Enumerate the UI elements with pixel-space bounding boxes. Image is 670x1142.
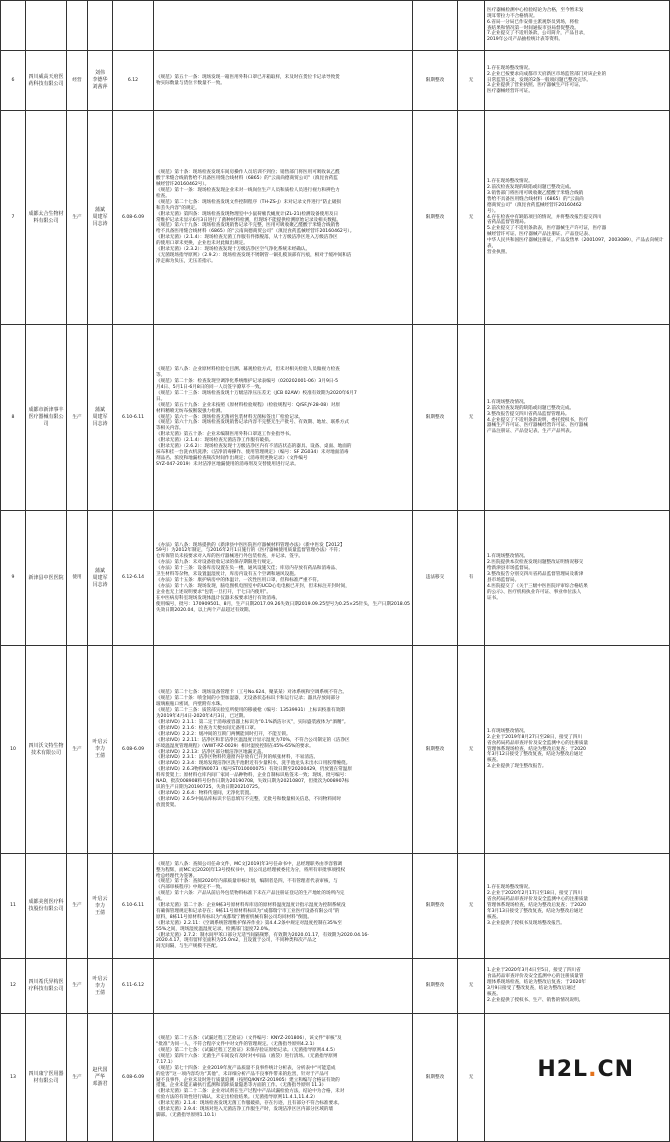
- result-notes-cell-line: 医疗器械检测中心检验结论为合格，至今暂未发: [487, 7, 584, 13]
- result-notes-cell-line: 售给不具备医用缝合线材料（6865）的“云南尚: [487, 196, 584, 202]
- result-notes-cell-line: 日常监管记录，发现的2条一般项问题已整改完毕。: [487, 77, 591, 83]
- result-notes-cell-line: 2.前次检查发现的缺陷或问题已整改完成。: [487, 185, 575, 191]
- company-name-cell: 四川沃文特生物技术有限公司: [26, 646, 67, 854]
- inspectors-cell: [88, 646, 113, 854]
- issues-found-cell-line: 识的生产日期为20190725，失效日期20210725。: [156, 784, 263, 790]
- issues-found-cell-line: 《规范》第二十三条：质管部实验室所使用的移液枪（编号：13539931）上标识校准有效期: [156, 708, 345, 714]
- inspection-date-cell: 6.08-6.09: [113, 111, 154, 325]
- issues-found-cell-line: 《规范》第八条：企业原材料检验仓目测、幕观检验方式，但未对相关检验人员做视力检查: [156, 367, 340, 373]
- inspectors-cell-line: 李力: [94, 902, 105, 909]
- result-notes-cell-line: 1.有现场整改情况。: [487, 728, 529, 734]
- row-number-cell: 11: [1, 854, 26, 959]
- enterprise-type-cell: 生产: [67, 646, 88, 854]
- table-row: [1, 646, 670, 854]
- result-notes-cell-line: 1.有现场整改情况。: [487, 399, 529, 405]
- inspectors-cell-line: 邓游君: [92, 1081, 108, 1087]
- issues-found-cell-line: 《办法》第九条：未对设备验收记录的保存期限进行规定。: [156, 560, 276, 566]
- company-name-cell: 四川康宁医用器材有限公司: [26, 1014, 67, 1142]
- issues-found-cell-line: 《规范》第五十九条：企业未按照《原材料检验规程》（检验规程号：Q/SF.JY-28-08）对原: [156, 402, 340, 408]
- inspectors-cell-line: 蒲斌: [94, 407, 105, 413]
- result-notes-cell-line: 4.医院提交了《关于三级中医医院评审综合格结果: [487, 583, 588, 589]
- issues-found-cell-line: 《附录无菌》2.1.4：现场检查发现无菌工作服破损，存在污迹，且有部分不符合标准要求。: [156, 1101, 343, 1107]
- issues-found-cell-line: 抹布和挂一台洗衣机洗涤；《洁净消毒操作、使用管理规定》（编号：SF ZG034）未对地面消毒: [156, 449, 349, 455]
- issues-found-cell-line: 在中医病房科室现场发现体温计仪器未按要求进行有效消毒。: [156, 595, 281, 601]
- handling-measure-cell: 限期整改: [413, 959, 458, 1014]
- inspection-date-cell: 6.11-6.12: [113, 959, 154, 1014]
- flag-cell: 无: [458, 111, 485, 325]
- table-row: [1, 1, 670, 51]
- inspection-date-cell: 6.08-6.09: [113, 646, 154, 854]
- issues-found-cell-line: 脚部。（无菌指导原则1.10.1）: [156, 1112, 219, 1118]
- flag-cell: 有: [458, 511, 485, 646]
- issues-found-cell-line: 《规范》第四十六条：无菌生产车间没有及时对中间品（液袋）进行清场。（无菌指导原则: [156, 1053, 338, 1059]
- table-row: [1, 111, 670, 325]
- result-notes-cell-line: 3.企业提供了营业执照、医疗器械生产许可证、: [487, 83, 584, 89]
- company-name-cell: 新津县中医医院: [26, 511, 67, 646]
- result-notes-cell-line: 2.企业已按要求向成都市天府新区市场监管部门对该企业的: [487, 71, 607, 77]
- issues-found-cell-line: 给总经理代为签署。: [156, 873, 198, 879]
- result-notes-cell-line: 管理体系现场检查，结论为整改后复查；于2020: [487, 903, 586, 909]
- issues-found-cell-line: 《附录无菌》2.2.11：《空调系统管理维护保养作业》第4.4.2条中规定对湿度控制在35%至: [156, 920, 342, 926]
- issues-found-cell-line: 使用编号，批号：170909501、8月，生产日期2017.09.26失效日期2019.09.25型号为0.25×25针头，生产日期2018.05: [156, 601, 410, 607]
- issues-found-cell-line: 《规范》第八条：查阅公司任命文件，MC文[2019]年3号任命书中，总经理职务由李容蓉调: [156, 861, 343, 867]
- result-notes-cell-line: 号）。: [487, 208, 499, 214]
- result-notes-cell-line: 管理体系现场检查，结论为整改后复查；于2020: [487, 746, 586, 752]
- issues-found-cell-line: 企业也无上述说明要求“包装一旦打开，于七日内使用”。: [156, 589, 272, 595]
- issues-found-cell-line: 成。: [156, 897, 166, 903]
- result-notes-cell: [485, 111, 670, 325]
- row-number-cell: 6: [1, 51, 26, 111]
- flag-cell: [458, 1, 485, 51]
- issues-found-cell-line: 《规范》第十六条：产品从前后外包装物料标准下未在产品注册证登记的生产地址的场所内完: [156, 891, 345, 897]
- inspectors-cell: [88, 959, 113, 1014]
- inspectors-cell-line: 李力: [94, 746, 105, 752]
- issues-found-cell-line: 械经营许20160462号）。: [156, 182, 210, 188]
- company-name-cell: 成都市新津事丰医疗器械有限公司: [26, 325, 67, 511]
- issues-found-cell-line: 《附录无菌》第二十条：企业9栋3号原材料库库房的原材料温度湿度计指示湿度为控制系统没: [156, 903, 346, 909]
- inspectors-cell: [88, 854, 113, 959]
- inspectors-cell-line: 王倩: [94, 753, 105, 759]
- issues-found-cell-line: 等。: [156, 373, 166, 379]
- row-number-cell: 13: [1, 1014, 26, 1142]
- result-notes-cell-line: 3.企业提供了授权书及现场整改报告。: [487, 920, 565, 926]
- inspection-table-body: [1, 1, 670, 1142]
- issues-found-cell-line: 《附录无菌》第二十二条：企业对试剂在生产过程中产品试漏检验方法，结论中为合格，未对: [156, 1089, 345, 1095]
- result-notes-cell-line: 5.企业提交了不适用条款表，医疗器械生产许可证，医疗器: [487, 226, 607, 232]
- flag-cell: 无: [458, 51, 485, 111]
- result-notes-cell-line: 3.企业提供了现生整改报告。: [487, 764, 547, 770]
- issues-found-cell-line: 卫生材料等杂物，未设置温湿度计，库房内设有五个空调和通风设施。: [156, 572, 299, 578]
- result-notes-cell: [485, 511, 670, 646]
- issues-found-cell-line: 《附录IVD》2.6.3物料N0073（编号ST010000075）有效日期至20200429，仍放置在常温原: [156, 767, 352, 773]
- enterprise-type-cell: 使用: [67, 511, 88, 646]
- result-notes-cell-line: 1.存在现场整改情况。: [487, 65, 533, 71]
- company-name-cell: 四川希氏异构医疗科技有限公司: [26, 959, 67, 1014]
- issues-found-cell-line: 《附录无菌》2.9.4：现场对进入无菌洁净工作服生产时，发现洁净区区内部分区域的墙: [156, 1107, 334, 1113]
- row-number-cell: 12: [1, 959, 26, 1014]
- handling-measure-cell: [413, 1, 458, 51]
- issues-found-cell-line: 《规范》第二十七条：现场检查发现文件控制程序（TH-ZS-J）未对记录文件进行“防止破损: [156, 199, 342, 205]
- issues-found-cell-line: 2020.4.17，现有留样室面积为25.0m2，且设置于公司，不同种类和次产品之: [156, 938, 317, 944]
- inspectors-cell-line: 李德华: [92, 77, 108, 83]
- issues-found-cell-line: 《附录无菌》第四条：现场检查发现物理室中小鼠荷瘤氏蝇度计(ZL-21)检测设备使用及日: [156, 211, 339, 217]
- company-name-cell: [26, 1, 67, 51]
- issues-found-cell-line: 整为程辉，而MC文[2020]年13号授权书中，因公司总经理被委托为分，将所有审批事项授权: [156, 867, 346, 873]
- issues-found-cell-line: 《内部审核程序》中规定不一致。: [156, 885, 225, 891]
- handling-measure-cell: 违法移交: [413, 511, 458, 646]
- table-row: [1, 959, 670, 1014]
- result-notes-cell-line: 3月9日接受了整改复查，结论为整改后通过: [487, 986, 576, 991]
- issues-found-cell: [154, 854, 413, 959]
- issues-found-cell-line: 《规范》第二十条：喷金间的小型加湿器，无设备状态标识卡和运行记录；器具存放间部分: [156, 696, 340, 702]
- issues-found-cell-line: 《附录IVD》2.1.6：检查为天便衣间无备用口罩。: [156, 725, 259, 731]
- issues-found-cell-line: 剂品名、浓度和地漏检查频次时间作出规定；《消毒剂更换记录》（文件编号: [156, 455, 308, 461]
- result-notes-cell-line: 1.企业于2020年3月4日至5日，接受了四川省: [487, 968, 581, 974]
- inspectors-cell-line: 王倩: [94, 989, 105, 996]
- issues-found-cell-line: 疑不良事件，企业未及时进行质量追溯（按照Q/KNYZ-201905）建立和编写合格证有效的: [156, 1077, 340, 1083]
- inspectors-cell: [88, 111, 113, 325]
- issues-found-cell-line: 《规范》第十条：现场检查发现车间房操作人员培训不到位；销售部门将医用可吸收氧乙醛: [156, 170, 340, 176]
- issues-found-cell-line: 55%之间，现场湿度温湿度记录，检测部门湿度72.0%。: [156, 926, 273, 932]
- result-notes-cell-line: 县市场监督局。: [487, 578, 520, 583]
- inspectors-cell-line: 周建军: [92, 414, 108, 420]
- issues-found-cell-line: 检查。: [156, 193, 170, 199]
- issues-found-cell-line: 日。: [156, 396, 166, 402]
- issues-found-cell-line: 放置货架。: [156, 802, 179, 808]
- handling-measure-cell: 限期整改: [413, 51, 458, 111]
- result-notes-cell-line: 3.整改报告分别交四川省药品监督管理局及新津: [487, 572, 584, 578]
- enterprise-type-cell: 生产: [67, 1014, 88, 1142]
- issues-found-cell: [154, 111, 413, 325]
- issues-found-cell-line: 常维护记录未显示6月3日进行了菌种材料检测，但现场不能提供检测原始记录及相关数据。: [156, 217, 342, 223]
- result-notes-cell-line: 核查。: [487, 991, 501, 997]
- enterprise-type-cell: 经营: [67, 51, 88, 111]
- issues-found-cell-line: 失效日期2020.04，以上两个产品超过有效期。: [156, 607, 254, 613]
- result-notes-cell-line: 7.企业提交了不适用条款，公司简介，产品目录，: [487, 31, 588, 37]
- table-row: [1, 325, 670, 511]
- row-number-cell: [1, 1, 26, 51]
- issues-found-cell-line: 《规范》第五十一条：现场发现一箱医用外科口罩已开箱取样，未及时在货位卡记录导致货: [156, 74, 340, 80]
- issues-found-cell-line: 检验方法的有效性进行确认，未定出检验结果。（无菌指导原则11.4.1,11.4.2）: [156, 1095, 318, 1101]
- issues-found-cell-line: 材料精喷无纺布按断裂强力检测。: [156, 408, 225, 414]
- row-number-cell: 7: [1, 111, 26, 325]
- issues-found-cell-line: 《附录IVD》2.2.13：洁净区部分级洁净区地漏无盖。: [156, 749, 266, 755]
- flag-cell: 无: [458, 1014, 485, 1142]
- issues-found-cell-line: 物实际数量与货位卡数量不一致。: [156, 80, 225, 86]
- flag-cell: 无: [458, 959, 485, 1014]
- company-name-cell: 成都太合生物材料有限公司: [26, 111, 67, 325]
- issues-found-cell-line: 《附录IVD》2.1.1：第二定于消毒液容器上标识为“0.1%新洁尔灭”，实际盛装液体为“酒精”。: [156, 719, 349, 725]
- result-notes-cell-line: 查结果和情况第一时间通报市县局督促整改。: [487, 25, 579, 31]
- result-notes-cell-line: 3.整改报告提交四川省药品监督管理局。: [487, 411, 570, 417]
- result-notes-cell-line: 械经营许可证、医疗器械产品注册证、产品登记表、: [487, 232, 593, 238]
- issues-found-cell-line: 《规范》第二十七条：现场设备管理卡（工号No.624、聚某某）对冰系统和空调系统不符合。: [156, 690, 347, 696]
- issues-found-cell-line: 《规范》第六十九条：现场检查发现销售记录不完整，医用可吸收聚乙醛酸于米缝合线销售: [156, 223, 340, 229]
- issues-found-cell-line: 《办法》第十五条：康护病房中的体温计、一次性医用口罩，但和标准严重不符。: [156, 578, 322, 583]
- inspection-date-cell: [113, 1, 154, 51]
- company-name-cell: 四川威高天府医药科技有限公司: [26, 51, 67, 111]
- enterprise-type-cell: 生产: [67, 111, 88, 325]
- result-notes-cell-line: 3.销售部门将医用可吸收聚乙醛酸于米缝合线销: [487, 190, 584, 196]
- table-row: [1, 511, 670, 646]
- inspectors-cell-line: 李力: [94, 982, 105, 989]
- result-notes-cell-line: 食品药品审查评价及安全监测中心的注册质量管: [487, 974, 584, 980]
- issues-found-cell: [154, 511, 413, 646]
- enterprise-type-cell: 生产: [67, 325, 88, 511]
- result-notes-cell-line: 年3月12日接受了整改复查，结论为整改后通过: [487, 752, 584, 758]
- issues-found-cell-line: 《附录IVD》2.2.11：洁净区和非洁净区温湿度计显示湿度为70%，不符合公司制定的《洁净区: [156, 737, 350, 743]
- handling-measure-cell: 限期整改: [413, 854, 458, 959]
- inspectors-cell-line: 闫志涛: [92, 421, 108, 427]
- issues-found-cell-line: 《办法》第十三条：设备库房设置在负一楼，通风设施欠佳；库房内存放有药品和消毒品、: [156, 566, 340, 572]
- row-number-cell: 9: [1, 511, 26, 646]
- inspectors-cell: [88, 1014, 113, 1142]
- issues-found-cell-line: 《附录无菌》（2.1.4）：现场检查无菌洁净工作服有破损。: [156, 438, 274, 444]
- result-notes-cell-line: 给新津县市场监督局。: [487, 566, 533, 572]
- handling-measure-cell: 限期整改: [413, 1014, 458, 1142]
- inspectors-cell-line: 严华: [94, 1074, 105, 1080]
- handling-measure-cell: 限期整改: [413, 646, 458, 854]
- enterprise-type-cell: 生产: [67, 854, 88, 959]
- result-notes-cell-line: 2.前次检查发现的缺陷或问题已整改完成。: [487, 405, 575, 411]
- inspectors-cell-line: 赵代国: [92, 1067, 108, 1073]
- result-notes-cell-line: 医疗器械经营许可证。: [487, 89, 533, 95]
- result-notes-cell-line: 省食药局药品审查评价及安全监测中心的注册质量: [487, 740, 589, 746]
- result-notes-cell-line: 省食药局药品审查评价及安全监测中心的注册质量: [487, 897, 589, 903]
- inspectors-cell-line: 刘茜萍: [92, 84, 108, 90]
- issues-found-cell-line: 的危害”这一项内容均为“其他”，未详细分析产品不良事件带来的危害，针对于产品可: [156, 1071, 329, 1077]
- result-notes-cell-line: 中华人民共和国医疗器械注册证，产品发售单（2001097，2003089），产品去向统计表，: [487, 238, 664, 250]
- inspectors-cell-line: 闫志涛: [92, 221, 108, 227]
- inspectors-cell-line: 蒲斌: [94, 207, 105, 213]
- inspectors-cell: [88, 51, 113, 111]
- issues-found-cell: [154, 646, 413, 854]
- issues-found-cell-line: 《办法》第十八条：现场发现，脑电图机电图室中的UCD心电电极已开封，但未标注开封时间，: [156, 583, 350, 589]
- result-notes-cell-line: 1.有现场整改情况。: [487, 554, 529, 560]
- issues-found-cell-line: 料库货架上；原材料仓库内间厂家同一品种物料，企业自制标识贴签未一致；现场，批号编号：: [156, 773, 349, 779]
- flag-cell: 无: [458, 854, 485, 959]
- result-notes-cell-line: 德商贸公司”（滇昆食药监械经营许20160462: [487, 202, 582, 208]
- issues-found-cell-line: 《附录无菌》（2.1.4）：现场检查无菌工作服有件擦脱落，从十万级洁净区进入万级洁净区: [156, 235, 338, 241]
- inspectors-cell: [88, 511, 113, 646]
- issues-found-cell-line: 《规范》第二十三条：现场检查发现十万级洁净压压差无（JCB 02AW）校准有效期为2020年6月7: [156, 390, 357, 396]
- site-watermark-logo: [537, 1057, 634, 1082]
- result-notes-cell-line: 2019年公司产品抽检统计表等资料。: [487, 37, 564, 43]
- issues-found-cell-line: 59号）为2012年制定，与2016年2月1日施行的《医疗器械使用质量监督管理办法》不符；: [156, 548, 343, 554]
- issues-found-cell-line: 《规范》第二十五条：《试漏过程工艺验证》（文件编号：KNYZ-201806），该文件“审核”及: [156, 1036, 342, 1042]
- result-notes-cell-line: 1.存在现场整改情况。: [487, 179, 533, 185]
- result-notes-cell-line: 2.企业提供了授权书、生产、销售的情况说明。: [487, 997, 584, 1003]
- result-notes-cell: [485, 51, 670, 111]
- result-notes-cell-line: 产品注册证、产品登记表、生产产品列表。: [487, 429, 575, 435]
- inspection-date-cell: 6.08-6.09: [113, 1014, 154, 1142]
- issues-found-cell-line: 《附录无菌》（2.6.2）：现场检查发现十万级洁净区内有不清洁状态的器具、设备、桌面、地面的: [156, 444, 352, 450]
- result-notes-cell-line: 营业执照。: [487, 249, 510, 255]
- inspectors-cell-line: 刘伟: [94, 70, 105, 76]
- issues-found-cell: [154, 325, 413, 511]
- inspectors-cell-line: 叶启云: [92, 975, 108, 982]
- issues-found-cell-line: 《规范》第六十九条：现场检查发现销售记录内容不完整无生产批号、有效期、地址、联系方式: [156, 420, 349, 426]
- enterprise-type-cell: [67, 1, 88, 51]
- issues-found-cell-line: 7.17.1）: [156, 1059, 176, 1065]
- issues-found-cell-line: 间无间隔，与生产规模不匹配。: [156, 944, 221, 950]
- issues-found-cell-line: 《附录IVD》2.3.4：现场发现洁净区洗手池附近有少量积水，洗手池龙头未出水口用胶带缠绕。: [156, 761, 351, 767]
- issues-found-cell-line: 《办法》第八条：现场提供的《新津县中医医院医疗器械材料管理办法》（新中医发【2012】: [156, 542, 345, 548]
- flag-cell: 无: [458, 325, 485, 511]
- result-notes-cell: [485, 325, 670, 511]
- issues-found-cell-line: 有确保管理规定和记录存在；9栋11号原材料标识为“成都瑞宁市工业医疗设备有限公司”的: [156, 908, 340, 914]
- handling-measure-cell: 限期整改: [413, 111, 458, 325]
- issues-found-cell-line: 等相关内容。: [156, 426, 184, 432]
- handling-measure-cell: 限期整改: [413, 325, 458, 511]
- result-notes-cell: [485, 646, 670, 854]
- issues-found-cell: [154, 1014, 413, 1142]
- result-notes-cell-line: 年3月13日接受了整改复查，结论为整改后通过: [487, 908, 584, 914]
- issues-found-cell-line: 的使用口罩未更换，企业也未对此做出规定。: [156, 241, 248, 247]
- issues-found-cell-line: 措施，企业未能正确执行监测和消除质量隐患等方面的工作。（无菌指导原则 11.3）: [156, 1083, 327, 1089]
- watermark-part-c: CN: [597, 1057, 634, 1082]
- flag-cell: 无: [458, 646, 485, 854]
- result-notes-cell-line: 4.存在检查中有缺陷项目的情况，并将整改报告提交四川: [487, 214, 602, 220]
- inspectors-cell-line: 周建军: [92, 214, 108, 220]
- result-notes-cell-line: 2.医院提供本次检查发现问题整改证明情况移交: [487, 560, 584, 566]
- result-notes-cell-line: 现耳带拉力不合格情况。: [487, 13, 538, 19]
- inspectors-cell-line: 叶启云: [92, 895, 108, 902]
- issues-found-cell-line: 净走廊为负压，无压差指示。: [156, 258, 216, 264]
- issues-found-cell-line: 仓库保管员未按要求对入库的医疗器械进行外包装检查，并记录、签字。: [156, 554, 304, 560]
- issues-found-cell-line: 为2019年4月4日-2020年4月3日，已过期。: [156, 714, 248, 720]
- result-notes-cell-line: 核查。: [487, 914, 501, 920]
- result-notes-cell-line: 1.存在现场整改情况。: [487, 885, 533, 891]
- row-number-cell: 8: [1, 325, 26, 511]
- issues-found-cell-line: 月4日、5月1日-6月8日的同一人员签字潦草不一致。: [156, 385, 265, 391]
- issues-found-cell-line: 《附录IVD》2.6.4：物料传递间，无净化装置。: [156, 790, 254, 796]
- inspectors-cell-line: 闫志涛: [92, 581, 108, 588]
- issues-found-cell-line: 《附录无菌》第五十条：企业未编制医用外科口罩返工作业指导书。: [156, 432, 294, 438]
- issues-found-cell-line: SYZ-047-2019）未对洁净区地漏使用的消毒剂及交替使用进行记录。: [156, 461, 299, 467]
- inspection-date-cell: 6.12-6.14: [113, 511, 154, 646]
- inspection-date-cell: 6.12: [113, 51, 154, 111]
- result-notes-cell-line: 的公示》、医疗机构执业许可证、事业单位法人: [487, 589, 582, 595]
- inspectors-cell-line: 叶启云: [92, 739, 108, 745]
- result-notes-cell-line: 省药品监督管理局。: [487, 220, 529, 226]
- result-notes-cell-line: 证书。: [487, 595, 501, 601]
- issues-found-cell-line: 《附录IVD》2.6.5中间品库标识卡信息填写不完整，无批号和数量相关信息，不同物料同时: [156, 796, 342, 802]
- inspectors-cell: [88, 1, 113, 51]
- table-row: [1, 854, 670, 959]
- issues-found-cell-line: 玻璃瓶瓶口密闭，内壁附有水珠。: [156, 702, 225, 708]
- issues-found-cell-line: NAD，批次008908料号份作日期为20190708，失效日期为20210807，但批次为008907标: [156, 779, 350, 785]
- table-row: [1, 51, 670, 111]
- inspectors-cell: [88, 325, 113, 511]
- result-notes-cell: [485, 1, 670, 51]
- issues-found-cell-line: 《附录无菌》2.7.2：制水间甲苯口部分无适当间隔频繁，有效期为2020.01.17，有效期为2020.04.16-: [156, 932, 369, 938]
- result-notes-cell: [485, 854, 670, 959]
- issues-found-cell-line: 《附录无菌》（2.3.2）：现场检查发现十万级洁净区空气净化系统未经确认。: [156, 247, 311, 253]
- row-number-cell: 10: [1, 646, 26, 854]
- issues-found-cell-line: 和丢失内容”的规定。: [156, 205, 200, 211]
- result-notes-cell-line: 6.省局一分局已作安排主派观察员到场，将检: [487, 19, 579, 25]
- issues-found-cell-line: 《附录IVD》2.3.1：洁净区物料传递窗内存放有已开封的纸张材料，不易清洁。: [156, 755, 319, 761]
- inspectors-cell-line: 蒲斌: [94, 567, 105, 574]
- inspection-date-cell: 6.10-6.11: [113, 325, 154, 511]
- issues-found-cell-line: 《无菌现场指导原则》（2.9.2）：现场检查发现不锈钢管一铜孔模顶部有污痕，相对于缓冲间和洁: [156, 252, 352, 258]
- result-notes-cell-line: 2.企业于2020年2月17日至18日，接受了四川: [487, 891, 583, 897]
- issues-found-cell-line: 《规范》第二十七条：《试漏过程工艺验证》未保存验证原始记录。（无菌指导原则4.4.5）: [156, 1047, 338, 1053]
- issues-found-cell-line: 《规范》第二十条：检查发现空调净化系统维护记录表编号（020202001-06）3月9日-5: [156, 379, 339, 385]
- result-notes-cell: [485, 959, 670, 1014]
- issues-found-cell-line: 《附录IVD》2.2.2：缓冲间的互锁门两侧能同时打开，不能互锁。: [156, 731, 291, 737]
- inspection-date-cell: 6.10-6.11: [113, 854, 154, 959]
- issues-found-cell-line: 《规范》第十条：查阅2020年内部质量审核计划，编制者是四，不有管理者代表审核，与: [156, 879, 338, 885]
- issues-found-cell: [154, 51, 413, 111]
- inspectors-cell-line: 王倩: [94, 909, 105, 916]
- issues-found-cell-line: 《规范》第七十四条：企业2019年度产品质量不良事件统计分析表，分析表中“可能造成: [156, 1065, 336, 1071]
- issues-found-cell-line: 《规范》第六十一条：现场检查无菌初包装材料无菌标签出厂检验记录。: [156, 414, 304, 420]
- enterprise-type-cell: 生产: [67, 959, 88, 1014]
- watermark-dot: .: [588, 1057, 598, 1082]
- issues-found-cell-line: 环境温湿度管理规程》（WWT-PZ-0029）相对湿度控制在45%-65%的要求。: [156, 743, 314, 749]
- result-notes-cell-line: 4.企业提交了不适用条款说明，委托授权书，医疗: [487, 417, 588, 423]
- result-notes-cell-line: 理体系现场检查，结论为整改后复查；于2020年: [487, 980, 586, 986]
- issues-found-cell-line: 酸于米缝合线销售给不具备医用缝合线材料（6865）的“云南尚德商贸公司”（滇昆食药监: [156, 176, 338, 182]
- issues-found-cell-line: “批准”为同一人，不符合程序文件中对文件的管理规定。（无菌指导原则4.2.1）: [156, 1042, 318, 1048]
- result-notes-cell-line: 2.企业于2019年8月27日至28日，接受了四川: [487, 734, 583, 740]
- inspectors-cell-line: 周建军: [92, 574, 108, 581]
- issues-found-cell-line: 原料，8栋11号原材料库标识为“成都瑞宁精密机械有限公司均同材料”倒置。: [156, 914, 312, 920]
- issues-found-cell: [154, 1, 413, 51]
- issues-found-cell-line: 给不具备医用缝合线材料（6865）的“云南尚德商贸公司”（滇昆食药监械经营许20160462号）。: [156, 229, 355, 235]
- issues-found-cell-line: 《规范》第十一条：现场检查发现企业未对一线岗位生产人员和质检人员进行视力和辨色力: [156, 187, 340, 193]
- watermark-part-a: H2L: [537, 1057, 589, 1082]
- issues-found-cell: [154, 959, 413, 1014]
- result-notes-cell-line: 核查。: [487, 758, 501, 764]
- result-notes-cell-line: 器械生产许可证、医疗器械经营许可证、医疗器械: [487, 423, 589, 429]
- company-name-cell: 成都美创医疗科技股份有限公司: [26, 854, 67, 959]
